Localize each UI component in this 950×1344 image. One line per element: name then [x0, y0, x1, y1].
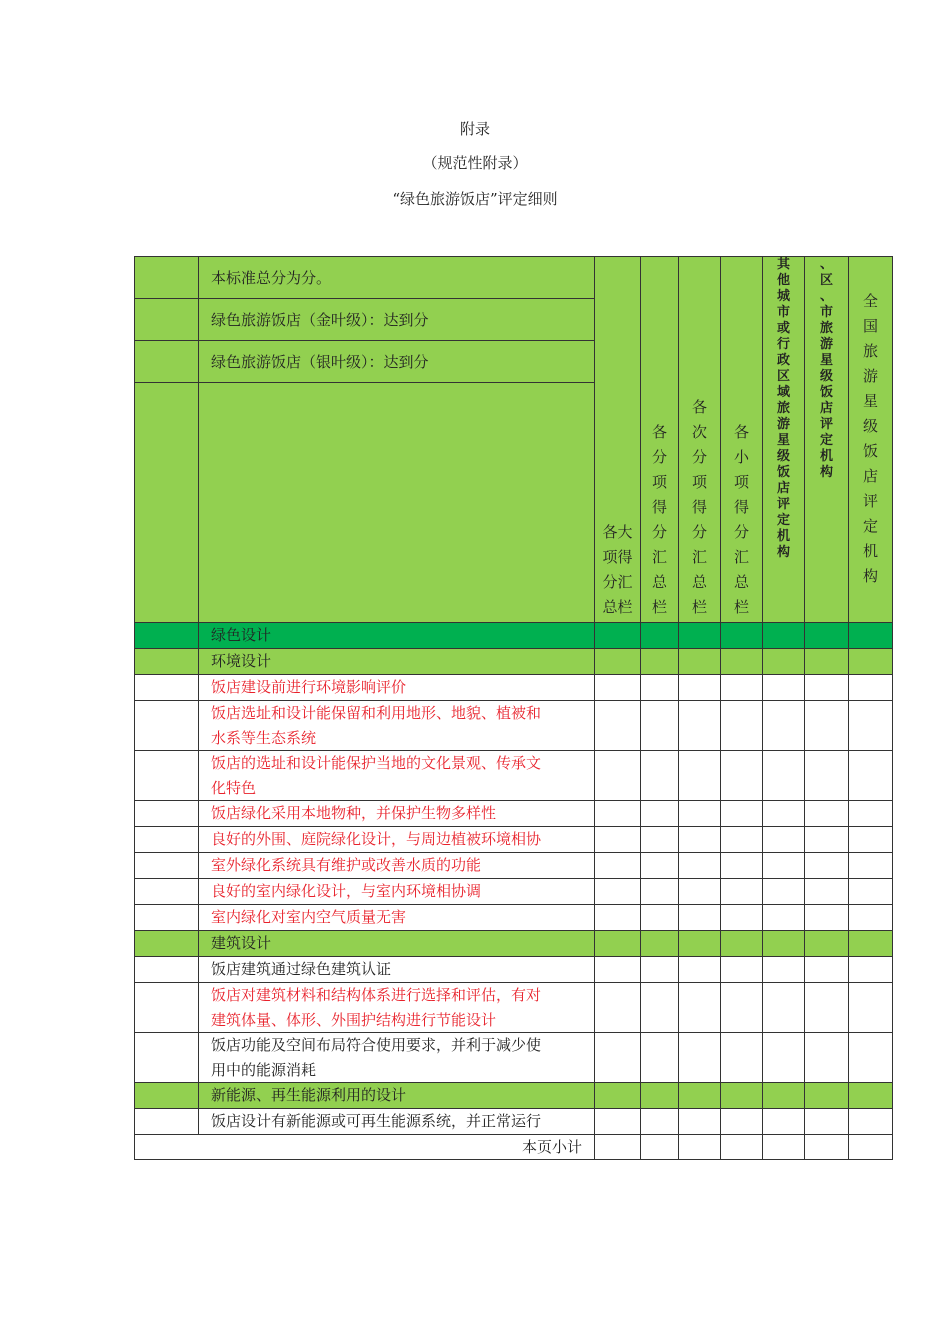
score-input-cell[interactable] [848, 750, 893, 801]
criteria-line: 建筑体量、体形、外围护结构进行节能设计 [211, 1011, 497, 1029]
score-input-cell[interactable] [678, 852, 721, 879]
score-input-cell[interactable] [678, 1032, 721, 1083]
row-index-cell [134, 826, 199, 853]
criteria-line: 饭店设计有新能源或可再生能源系统，并正常运行 [211, 1112, 542, 1130]
score-input-cell[interactable] [678, 700, 721, 751]
score-input-cell[interactable] [762, 956, 805, 983]
score-input-cell[interactable] [762, 852, 805, 879]
score-input-cell[interactable] [848, 800, 893, 827]
score-input-cell[interactable] [678, 800, 721, 827]
column-header-glyph: 区 [776, 369, 790, 384]
score-input-cell[interactable] [594, 982, 641, 1033]
score-input-cell[interactable] [762, 878, 805, 905]
score-input-cell[interactable] [848, 700, 893, 751]
score-input-cell[interactable] [594, 648, 641, 675]
appendix-title: 附录 [459, 120, 490, 138]
column-header-glyph: 、 [819, 257, 833, 272]
column-header-glyph: 总栏 [602, 598, 633, 616]
score-input-cell[interactable] [720, 930, 763, 957]
score-input-cell[interactable] [848, 648, 893, 675]
score-input-cell[interactable] [762, 800, 805, 827]
column-header-glyph: 星 [862, 391, 878, 410]
score-input-cell[interactable] [594, 1108, 641, 1135]
criteria-line: 新能源、再生能源利用的设计 [211, 1086, 407, 1104]
score-input-cell[interactable] [762, 1082, 805, 1109]
column-header-glyph: 游 [819, 337, 833, 352]
score-input-cell[interactable] [594, 826, 641, 853]
score-input-cell[interactable] [640, 852, 679, 879]
score-input-cell[interactable] [678, 956, 721, 983]
score-input-cell[interactable] [720, 956, 763, 983]
criteria-line: 绿色设计 [211, 626, 272, 644]
column-header-glyph: 旅 [819, 321, 833, 336]
column-header-glyph: 店 [776, 481, 790, 496]
column-header-glyph: 其 [776, 257, 790, 272]
column-header-glyph: 汇 [651, 548, 667, 566]
score-input-cell[interactable] [804, 674, 849, 701]
column-header-glyph: 小 [733, 448, 749, 466]
column-header-glyph: 或 [776, 321, 790, 336]
column-header-glyph: 总 [691, 573, 707, 591]
criteria-label [198, 878, 595, 905]
score-input-cell[interactable] [804, 956, 849, 983]
gold-level-text: 绿色旅游饭店（金叶级）：达到分 [198, 298, 595, 341]
score-input-cell[interactable] [804, 1108, 849, 1135]
score-input-cell[interactable] [640, 674, 679, 701]
score-input-cell[interactable] [762, 1108, 805, 1135]
criteria-line: 饭店建筑通过绿色建筑认证 [211, 960, 392, 978]
column-header-glyph: 级 [819, 369, 833, 384]
column-header-glyph: 各大 [602, 523, 633, 541]
intro-index-cell [134, 256, 199, 299]
column-header-glyph: 分汇 [602, 573, 633, 591]
criteria-label [198, 800, 595, 827]
column-header-glyph: 全 [862, 291, 878, 310]
score-input-cell[interactable] [848, 1108, 893, 1135]
intro-index-cell [134, 382, 199, 623]
column-header-glyph: 构 [819, 465, 833, 480]
criteria-label [198, 1082, 595, 1109]
column-header-glyph: 店 [862, 466, 878, 485]
column-header-glyph: 各 [733, 423, 749, 441]
score-input-cell[interactable] [640, 826, 679, 853]
column-header-glyph: 机 [819, 449, 833, 464]
silver-level-text: 绿色旅游饭店（银叶级）：达到分 [198, 340, 595, 383]
score-input-cell[interactable] [804, 904, 849, 931]
column-header-glyph: 他 [776, 273, 790, 288]
score-input-cell[interactable] [804, 750, 849, 801]
column-header-glyph: 市 [776, 305, 790, 320]
score-input-cell[interactable] [804, 700, 849, 751]
criteria-line: 饭店对建筑材料和结构体系进行选择和评估，有对 [211, 986, 542, 1004]
subtotal-score-cell[interactable] [804, 1134, 849, 1160]
total-score-text: 本标准总分为分。 [198, 256, 595, 299]
appendix-subtitle: （规范性附录） [422, 154, 528, 172]
score-input-cell[interactable] [848, 904, 893, 931]
row-index-cell [134, 750, 199, 801]
score-input-cell[interactable] [804, 826, 849, 853]
subtotal-score-cell[interactable] [640, 1134, 679, 1160]
row-index-cell [134, 674, 199, 701]
score-input-cell[interactable] [848, 622, 893, 649]
criteria-line: 水系等生态系统 [211, 729, 317, 747]
score-input-cell[interactable] [762, 648, 805, 675]
score-input-cell[interactable] [720, 700, 763, 751]
column-header-glyph: 店 [819, 401, 833, 416]
intro-index-cell [134, 340, 199, 383]
score-column-header [594, 256, 641, 623]
subtotal-score-cell[interactable] [678, 1134, 721, 1160]
score-input-cell[interactable] [848, 878, 893, 905]
score-input-cell[interactable] [804, 1032, 849, 1083]
score-input-cell[interactable] [640, 800, 679, 827]
column-header-glyph: 评 [819, 417, 833, 432]
score-input-cell[interactable] [594, 622, 641, 649]
score-input-cell[interactable] [720, 826, 763, 853]
criteria-label [198, 622, 595, 649]
column-header-glyph: 项得 [602, 548, 633, 566]
column-header-glyph: 市 [819, 305, 833, 320]
row-index-cell [134, 956, 199, 983]
score-input-cell[interactable] [720, 800, 763, 827]
row-index-cell [134, 904, 199, 931]
score-input-cell[interactable] [678, 750, 721, 801]
score-input-cell[interactable] [804, 852, 849, 879]
score-input-cell[interactable] [678, 982, 721, 1033]
row-index-cell [134, 1032, 199, 1083]
subtotal-score-cell[interactable] [720, 1134, 763, 1160]
score-input-cell[interactable] [594, 852, 641, 879]
score-input-cell[interactable] [762, 904, 805, 931]
score-input-cell[interactable] [678, 1082, 721, 1109]
criteria-label [198, 750, 595, 801]
score-input-cell[interactable] [640, 956, 679, 983]
row-index-cell [134, 800, 199, 827]
column-header-glyph: 栏 [691, 598, 707, 616]
criteria-label [198, 1108, 595, 1135]
score-column-header [762, 256, 805, 623]
score-input-cell[interactable] [678, 904, 721, 931]
score-input-cell[interactable] [678, 878, 721, 905]
criteria-label [198, 674, 595, 701]
score-input-cell[interactable] [720, 878, 763, 905]
subtotal-score-cell[interactable] [848, 1134, 893, 1160]
score-input-cell[interactable] [762, 750, 805, 801]
column-header-glyph: 汇 [733, 548, 749, 566]
score-input-cell[interactable] [594, 904, 641, 931]
score-input-cell[interactable] [720, 1108, 763, 1135]
blank-header-cell [198, 382, 595, 623]
score-input-cell[interactable] [594, 878, 641, 905]
score-input-cell[interactable] [594, 750, 641, 801]
score-column-header [720, 256, 763, 623]
criteria-line: 饭店建设前进行环境影响评价 [211, 678, 407, 696]
score-input-cell[interactable] [762, 930, 805, 957]
column-header-glyph: 级 [862, 416, 878, 435]
criteria-line: 室内绿化对室内空气质量无害 [211, 908, 407, 926]
score-column-header [640, 256, 679, 623]
criteria-line: 饭店的选址和设计能保护当地的文化景观、传承文 [211, 754, 542, 772]
score-input-cell[interactable] [594, 674, 641, 701]
score-input-cell[interactable] [804, 878, 849, 905]
column-header-glyph: 机 [862, 541, 878, 560]
score-column-header [678, 256, 721, 623]
column-header-glyph: 各 [651, 423, 667, 441]
column-header-glyph: 得 [733, 498, 749, 516]
column-header-glyph: 、 [819, 289, 833, 304]
score-input-cell[interactable] [640, 904, 679, 931]
column-header-glyph: 级 [776, 449, 790, 464]
column-header-glyph: 行 [776, 337, 790, 352]
score-input-cell[interactable] [762, 674, 805, 701]
column-header-glyph: 定 [862, 516, 878, 535]
score-input-cell[interactable] [678, 1108, 721, 1135]
row-index-cell [134, 648, 199, 675]
row-index-cell [134, 852, 199, 879]
score-input-cell[interactable] [640, 700, 679, 751]
score-input-cell[interactable] [848, 982, 893, 1033]
score-input-cell[interactable] [594, 1032, 641, 1083]
subtotal-score-cell[interactable] [762, 1134, 805, 1160]
score-input-cell[interactable] [804, 982, 849, 1033]
column-header-glyph: 饭 [819, 385, 833, 400]
score-input-cell[interactable] [848, 674, 893, 701]
criteria-label [198, 1032, 595, 1083]
score-input-cell[interactable] [594, 1082, 641, 1109]
row-index-cell [134, 700, 199, 751]
column-header-glyph: 机 [776, 529, 790, 544]
column-header-glyph: 栏 [651, 598, 667, 616]
page-subtotal-label: 本页小计 [134, 1134, 595, 1160]
score-input-cell[interactable] [848, 1032, 893, 1083]
row-index-cell [134, 930, 199, 957]
score-input-cell[interactable] [640, 1082, 679, 1109]
column-header-glyph: 饭 [862, 441, 878, 460]
criteria-line: 室外绿化系统具有维护或改善水质的功能 [211, 856, 482, 874]
column-header-glyph: 构 [862, 566, 878, 585]
column-header-glyph: 项 [691, 473, 707, 491]
criteria-label [198, 930, 595, 957]
score-input-cell[interactable] [594, 800, 641, 827]
criteria-line: 饭店绿化采用本地物种，并保护生物多样性 [211, 804, 497, 822]
score-input-cell[interactable] [720, 982, 763, 1033]
score-column-header [848, 256, 893, 623]
column-header-glyph: 游 [862, 366, 878, 385]
criteria-line: 良好的外围、庭院绿化设计，与周边植被环境相协 [211, 830, 542, 848]
score-input-cell[interactable] [640, 1108, 679, 1135]
column-header-glyph: 域 [776, 385, 790, 400]
row-index-cell [134, 1108, 199, 1135]
column-header-glyph: 旅 [862, 341, 878, 360]
criteria-label [198, 852, 595, 879]
column-header-glyph: 得 [651, 498, 667, 516]
score-input-cell[interactable] [640, 622, 679, 649]
column-header-glyph: 栏 [733, 598, 749, 616]
column-header-glyph: 得 [691, 498, 707, 516]
column-header-glyph: 项 [651, 473, 667, 491]
row-index-cell [134, 1082, 199, 1109]
score-input-cell[interactable] [804, 1082, 849, 1109]
score-input-cell[interactable] [804, 930, 849, 957]
column-header-glyph: 政 [776, 353, 790, 368]
score-input-cell[interactable] [804, 648, 849, 675]
score-input-cell[interactable] [594, 930, 641, 957]
score-input-cell[interactable] [678, 674, 721, 701]
column-header-glyph: 国 [862, 316, 878, 335]
score-input-cell[interactable] [640, 750, 679, 801]
column-header-glyph: 分 [651, 448, 667, 466]
score-input-cell[interactable] [594, 700, 641, 751]
criteria-label [198, 648, 595, 675]
score-input-cell[interactable] [848, 1082, 893, 1109]
score-input-cell[interactable] [848, 930, 893, 957]
row-index-cell [134, 622, 199, 649]
column-header-glyph: 次 [691, 423, 707, 441]
score-input-cell[interactable] [804, 622, 849, 649]
score-input-cell[interactable] [640, 648, 679, 675]
score-input-cell[interactable] [720, 648, 763, 675]
column-header-glyph: 定 [776, 513, 790, 528]
column-header-glyph: 饭 [776, 465, 790, 480]
column-header-glyph: 各 [691, 398, 707, 416]
subtotal-score-cell[interactable] [594, 1134, 641, 1160]
criteria-label [198, 956, 595, 983]
criteria-label [198, 826, 595, 853]
criteria-line: 环境设计 [211, 652, 272, 670]
score-input-cell[interactable] [762, 982, 805, 1033]
criteria-label [198, 700, 595, 751]
score-input-cell[interactable] [640, 878, 679, 905]
score-input-cell[interactable] [848, 956, 893, 983]
column-header-glyph: 构 [776, 545, 790, 560]
score-input-cell[interactable] [640, 1032, 679, 1083]
score-input-cell[interactable] [762, 826, 805, 853]
column-header-glyph: 总 [733, 573, 749, 591]
row-index-cell [134, 878, 199, 905]
criteria-line: 饭店选址和设计能保留和利用地形、地貌、植被和 [211, 704, 542, 722]
score-input-cell[interactable] [720, 622, 763, 649]
column-header-glyph: 城 [776, 289, 790, 304]
intro-index-cell [134, 298, 199, 341]
criteria-label [198, 904, 595, 931]
column-header-glyph: 分 [691, 448, 707, 466]
criteria-label [198, 982, 595, 1033]
score-input-cell[interactable] [678, 648, 721, 675]
score-input-cell[interactable] [720, 750, 763, 801]
score-input-cell[interactable] [720, 1032, 763, 1083]
column-header-glyph: 汇 [691, 548, 707, 566]
document-title: “绿色旅游饭店”评定细则 [392, 190, 558, 208]
score-input-cell[interactable] [720, 904, 763, 931]
score-input-cell[interactable] [762, 700, 805, 751]
score-input-cell[interactable] [678, 930, 721, 957]
score-input-cell[interactable] [762, 1032, 805, 1083]
column-header-glyph: 评 [776, 497, 790, 512]
column-header-glyph: 游 [776, 417, 790, 432]
score-input-cell[interactable] [678, 826, 721, 853]
column-header-glyph: 星 [776, 433, 790, 448]
criteria-line: 用中的能源消耗 [211, 1061, 317, 1079]
column-header-glyph: 定 [819, 433, 833, 448]
column-header-glyph: 项 [733, 473, 749, 491]
criteria-line: 饭店功能及空间布局符合使用要求，并利于减少使 [211, 1036, 542, 1054]
column-header-glyph: 总 [651, 573, 667, 591]
column-header-glyph: 分 [691, 523, 707, 541]
score-input-cell[interactable] [640, 982, 679, 1033]
score-input-cell[interactable] [594, 956, 641, 983]
score-input-cell[interactable] [678, 622, 721, 649]
column-header-glyph: 分 [733, 523, 749, 541]
score-input-cell[interactable] [720, 852, 763, 879]
column-header-glyph: 星 [819, 353, 833, 368]
row-index-cell [134, 982, 199, 1033]
scoring-table [134, 256, 892, 1167]
score-column-header [804, 256, 849, 623]
score-input-cell[interactable] [848, 852, 893, 879]
column-header-glyph: 区 [819, 273, 833, 288]
score-input-cell[interactable] [804, 800, 849, 827]
score-input-cell[interactable] [640, 930, 679, 957]
criteria-line: 良好的室内绿化设计，与室内环境相协调 [211, 882, 482, 900]
column-header-glyph: 旅 [776, 401, 790, 416]
score-input-cell[interactable] [848, 826, 893, 853]
column-header-glyph: 分 [651, 523, 667, 541]
score-input-cell[interactable] [762, 622, 805, 649]
criteria-line: 建筑设计 [211, 934, 272, 952]
column-header-glyph: 评 [862, 491, 878, 510]
score-input-cell[interactable] [720, 1082, 763, 1109]
criteria-line: 化特色 [211, 779, 257, 797]
score-input-cell[interactable] [720, 674, 763, 701]
